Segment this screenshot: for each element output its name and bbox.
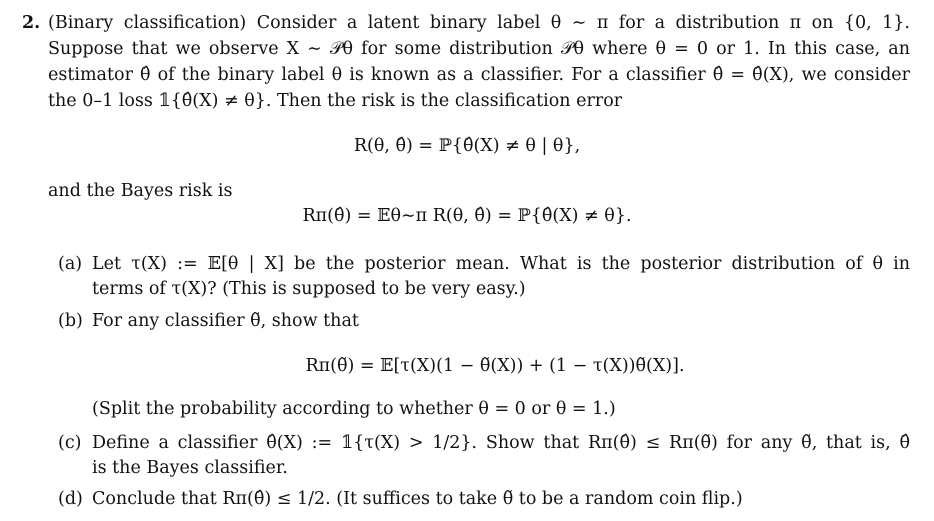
part-c-line-2: is the Bayes classifier. bbox=[92, 458, 288, 478]
part-b-note: (Split the probability according to whether θ = 0 or θ = 1.) bbox=[92, 399, 616, 419]
part-c-line-1: Define a classifier θ̂(X) := 𝟙{τ(X) > 1/2}. Show that Rπ(θ̂) ≤ Rπ(θ̃) for any θ̃, that is, θ̂ bbox=[92, 433, 910, 453]
problem-line-4: the 0–1 loss 𝟙{θ̂(X) ≠ θ}. Then the risk is the classification error bbox=[48, 91, 623, 111]
part-a-label: (a) bbox=[58, 254, 83, 274]
problem-line-3: estimator θ̂ of the binary label θ is known as a classifier. For a classifier θ̂ = θ̂(X), we consider bbox=[48, 65, 910, 85]
part-d-line-1: Conclude that Rπ(θ̂) ≤ 1/2. (It suffices to take θ̃ to be a random coin flip.) bbox=[92, 489, 743, 509]
problem-line-1: (Binary classification) Consider a latent binary label θ ∼ π for a distribution π on {0, 1}. bbox=[48, 13, 910, 33]
problem-number: 2. bbox=[22, 13, 41, 33]
part-c-label: (c) bbox=[58, 433, 82, 453]
part-d-label: (d) bbox=[58, 489, 83, 509]
problem-line-2: Suppose that we observe X ∼ 𝒫θ for some distribution 𝒫θ where θ = 0 or 1. In this case, an bbox=[48, 39, 910, 59]
part-a-line-2: terms of τ(X)? (This is supposed to be very easy.) bbox=[92, 279, 526, 299]
risk-equation: R(θ, θ̂) = ℙ{θ̂(X) ≠ θ | θ}, bbox=[353, 136, 581, 156]
part-b-equation: Rπ(θ̃) = 𝔼[τ(X)(1 − θ̃(X)) + (1 − τ(X))θ̃(X)]. bbox=[305, 356, 685, 376]
part-a-line-1: Let τ(X) := 𝔼[θ | X] be the posterior mean. What is the posterior distribution of θ in bbox=[92, 254, 910, 274]
part-b-line-1: For any classifier θ̃, show that bbox=[92, 311, 359, 331]
bayes-risk-text: and the Bayes risk is bbox=[48, 181, 233, 201]
part-b-label: (b) bbox=[58, 311, 83, 331]
bayes-risk-equation: Rπ(θ̂) = 𝔼θ∼π R(θ, θ̂) = ℙ{θ̂(X) ≠ θ}. bbox=[302, 206, 632, 226]
